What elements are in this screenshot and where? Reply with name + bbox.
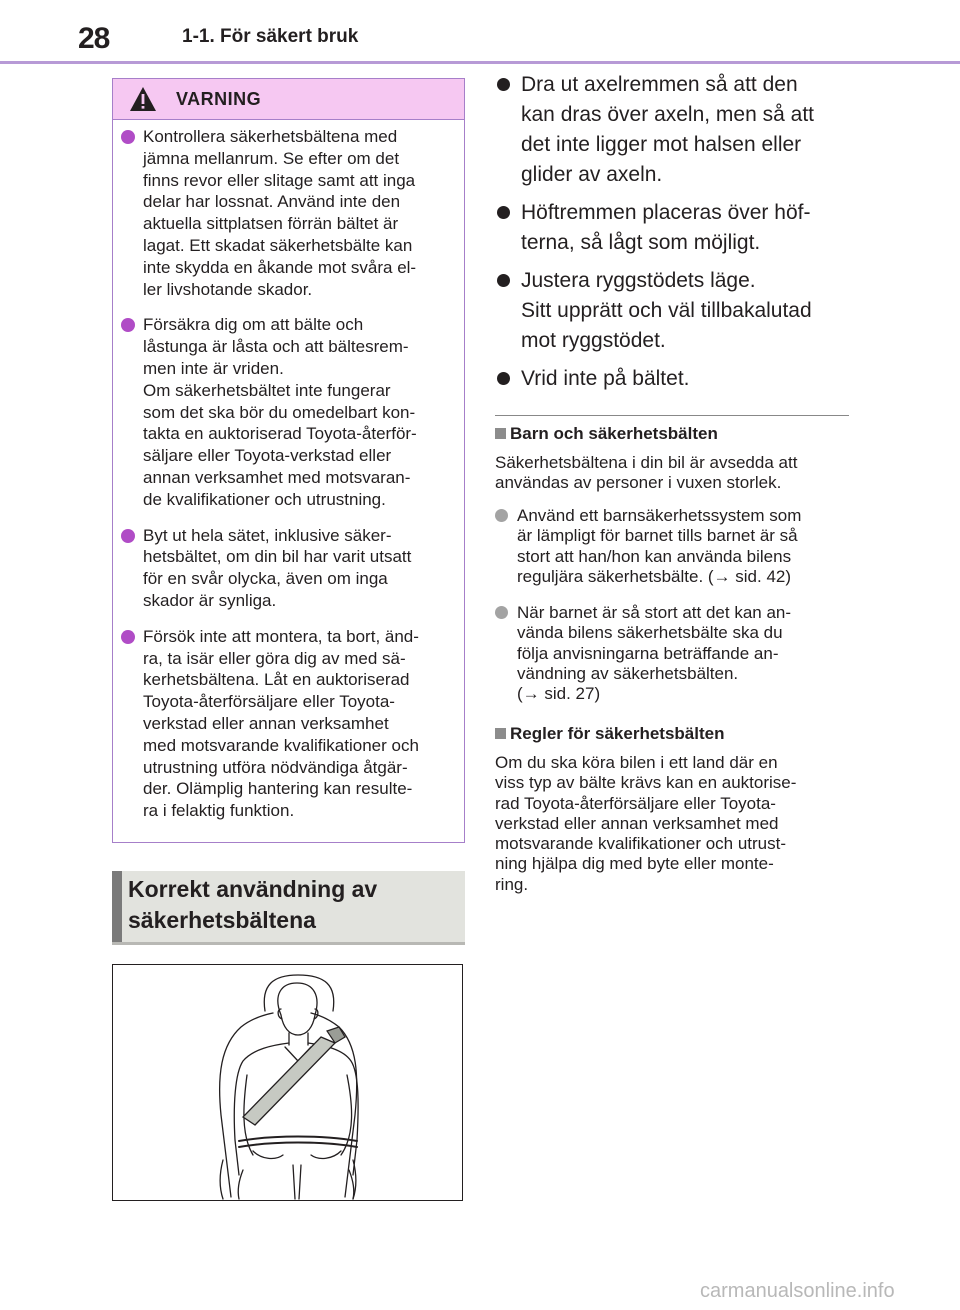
text-line: delar har lossnat. Använd inte den [143, 192, 401, 212]
text-line: jämna mellanrum. Se efter om det [143, 148, 400, 168]
warning-box [112, 78, 465, 843]
text-line: annan verksamhet med motsvaran- [143, 467, 411, 487]
seatbelt-illustration [112, 964, 463, 1201]
bullet-icon [121, 130, 135, 144]
bullet-icon [495, 509, 508, 522]
text-line: det inte ligger mot halsen eller [521, 133, 802, 156]
text-line: som det ska bör du omedelbart kon- [143, 402, 416, 422]
text-line: terna, så lågt som möjligt. [521, 231, 761, 254]
warning-item [121, 626, 454, 822]
watermark: carmanualsonline.info [700, 1280, 895, 1302]
bullet-icon [497, 206, 510, 219]
text-line: rad Toyota-återförsäljare eller Toyota- [495, 793, 776, 813]
page-number: 28 [78, 22, 110, 55]
section-title: 1-1. För säkert bruk [182, 26, 359, 47]
text-line: (→ sid. 27) [517, 684, 601, 704]
text-line: Vrid inte på bältet. [521, 367, 690, 390]
text-line: mot ryggstödet. [521, 329, 666, 352]
children-heading [495, 424, 718, 444]
text-line: utrustning utföra nödvändiga åtgär- [143, 757, 408, 777]
text-line: låstunga är låsta och att bältesrem- [143, 337, 409, 357]
bullet-icon [497, 274, 510, 287]
bullet-icon [121, 630, 135, 644]
text-line: med motsvarande kvalifikationer och [143, 735, 419, 755]
text-line: följa anvisningarna beträffande an- [517, 643, 779, 663]
text-line: finns revor eller slitage samt att inga [143, 170, 416, 190]
text-line: men inte är vriden. [143, 358, 284, 378]
warning-item [121, 314, 454, 510]
text-line: för en svår olycka, även om inga [143, 569, 388, 589]
text-line: kerhetsbältena. Låt en auktoriserad [143, 670, 410, 690]
text-line: hetsbältet, om din bil har varit utsatt [143, 547, 412, 567]
bullet-icon [121, 529, 135, 543]
warning-item [121, 525, 454, 612]
text-line: ra i felaktig funktion. [143, 801, 295, 821]
children-bullet [495, 506, 855, 587]
text-line: Använd ett barnsäkerhetssystem som [517, 506, 802, 525]
children-heading-text: Barn och säkerhetsbälten [510, 424, 718, 443]
text-line: motsvarande kvalifikationer och utrust- [495, 834, 787, 854]
warning-header [113, 79, 464, 120]
text-line: Om du ska köra bilen i ett land där en [495, 753, 778, 772]
children-bullet [495, 603, 855, 704]
section-divider [495, 415, 849, 416]
rules-paragraph [495, 753, 855, 895]
heading-line: Korrekt användning av [128, 876, 378, 902]
text-line: När barnet är så stort att det kan an- [517, 603, 792, 622]
text-line: viss typ av bälte krävs kan en auktorise- [495, 773, 797, 793]
text-line: Försäkra dig om att bälte och [143, 315, 364, 335]
text-line: ning hjälpa dig med byte eller monte- [495, 854, 774, 874]
text-line: Byt ut hela sätet, inklusive säker- [143, 525, 392, 545]
heading-line: säkerhetsbältena [128, 907, 316, 933]
text-line: inte skydda en åkande mot svåra el- [143, 257, 417, 277]
text-line: ler livshotande skador. [143, 279, 313, 299]
seated-person-illustration [113, 965, 462, 1200]
text-line: skador är synliga. [143, 590, 277, 610]
bullet-icon [497, 372, 510, 385]
text-line: Toyota-återförsäljare eller Toyota- [143, 692, 395, 712]
list-item [495, 198, 855, 258]
text-line: verkstad eller annan verksamhet med [495, 813, 779, 833]
text-line: de kvalifikationer och utrustning. [143, 489, 386, 509]
text-line: takta en auktoriserad Toyota-återför- [143, 424, 417, 444]
text-line: Säkerhetsbältena i din bil är avsedda att [495, 453, 798, 472]
header-divider [0, 61, 960, 64]
usage-instructions-list [495, 70, 855, 402]
heading-accent-bar [112, 871, 122, 942]
text-line: säljare eller Toyota-verkstad eller [143, 446, 392, 466]
text-line: vända bilens säkerhetsbälte ska du [517, 623, 783, 643]
text-line: vändning av säkerhetsbälten. [517, 663, 739, 683]
warning-item [121, 126, 454, 300]
text-line: användas av personer i vuxen storlek. [495, 473, 782, 493]
text-line: verkstad eller annan verksamhet [143, 713, 389, 733]
text-line: glider av axeln. [521, 163, 663, 186]
text-line: Dra ut axelremmen så att den [521, 73, 798, 96]
text-line: lagat. Ett skadat säkerhetsbälte kan [143, 235, 413, 255]
bullet-icon [495, 606, 508, 619]
list-item [495, 70, 855, 190]
text-line: reguljära säkerhetsbälte. (→ sid. 42) [517, 566, 792, 586]
children-intro [495, 453, 855, 494]
text-line: Justera ryggstödets läge. [521, 269, 756, 292]
text-line: ra, ta isär eller göra dig av med sä- [143, 648, 406, 668]
text-line: Sitt upprätt och väl tillbakalutad [521, 299, 812, 322]
text-line: Om säkerhetsbältet inte fungerar [143, 380, 391, 400]
text-line: Kontrollera säkerhetsbältena med [143, 127, 398, 146]
text-line: Höftremmen placeras över höf- [521, 201, 811, 224]
text-line: kan dras över axeln, men så att [521, 103, 814, 126]
text-line: Försök inte att montera, ta bort, änd- [143, 626, 419, 646]
text-line: är lämpligt för barnet tills barnet är så [517, 526, 798, 546]
section-heading [112, 871, 465, 945]
page-header [0, 0, 960, 66]
bullet-icon [121, 318, 135, 332]
heading-text [128, 871, 377, 936]
square-bullet-icon [495, 728, 506, 739]
text-line: ring. [495, 874, 529, 894]
text-line: aktuella sittplatsen förrän bältet är [143, 214, 399, 234]
text-line: der. Olämplig hantering kan resulte- [143, 779, 413, 799]
text-line: stort att han/hon kan använda bilens [517, 546, 792, 566]
list-item [495, 266, 855, 356]
rules-heading [495, 724, 724, 744]
bullet-icon [497, 78, 510, 91]
rules-heading-text: Regler för säkerhetsbälten [510, 724, 725, 743]
square-bullet-icon [495, 428, 506, 439]
list-item [495, 364, 855, 394]
warning-title: VARNING [176, 89, 262, 109]
warning-list [113, 120, 464, 822]
warning-triangle-icon [129, 86, 157, 112]
